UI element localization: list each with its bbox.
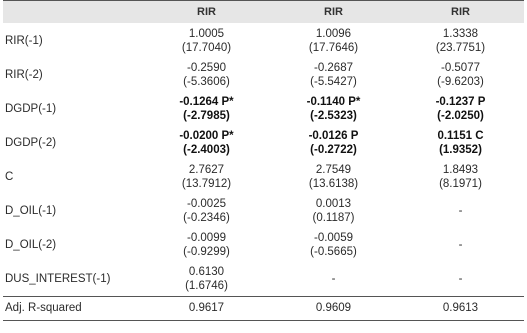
coefficient-value: -0.5077	[440, 62, 480, 74]
coefficient-cell	[143, 126, 270, 160]
coefficient-cell	[397, 126, 524, 160]
t-statistic: (23.7751)	[435, 41, 486, 54]
coefficient-cell	[270, 228, 397, 262]
coefficient-value: -	[331, 272, 336, 285]
coefficient-cell	[397, 194, 524, 228]
t-statistic: (0.1187)	[312, 212, 355, 224]
t-statistic: (-5.3606)	[183, 76, 230, 88]
table-row	[3, 262, 524, 296]
coefficient-value: 1.0005	[188, 27, 225, 40]
t-statistic: (13.6138)	[308, 178, 359, 190]
row-label: RIR(-1)	[5, 34, 43, 47]
t-statistic: (8.1971)	[439, 178, 482, 190]
coefficient-value: -0.0099	[186, 232, 226, 244]
t-statistic: (-0.9299)	[183, 246, 230, 258]
coefficient-value: -0.1140 P*	[306, 96, 361, 108]
coefficient-value: -	[458, 272, 463, 285]
coefficient-cell	[270, 23, 397, 58]
regression-table	[3, 0, 524, 321]
coefficient-value: 1.0096	[315, 27, 352, 40]
coefficient-value: 0.1151 C	[437, 130, 484, 142]
coefficient-cell	[397, 262, 524, 296]
header-rir-3: RIR	[397, 1, 524, 24]
table-row	[3, 92, 524, 126]
coefficient-value: -0.0025	[186, 198, 226, 210]
t-statistic: (-2.0250)	[437, 110, 484, 122]
coefficient-cell	[143, 194, 270, 228]
t-statistic: (-2.7985)	[183, 110, 230, 122]
t-statistic: (17.7646)	[308, 41, 359, 54]
coefficient-value: -	[458, 239, 463, 251]
t-statistic: (13.7912)	[181, 178, 232, 190]
table-row	[3, 194, 524, 228]
table-body	[3, 23, 524, 320]
coefficient-value: 1.8493	[442, 164, 479, 176]
coefficient-value: 2.7627	[188, 164, 225, 176]
adj-r-squared-value: 0.9609	[270, 296, 397, 320]
coefficient-cell	[397, 23, 524, 58]
table-row	[3, 160, 524, 194]
row-label: DGDP(-1)	[5, 103, 57, 115]
row-label: RIR(-2)	[5, 69, 43, 81]
coefficient-cell	[397, 160, 524, 194]
t-statistic: (17.7040)	[181, 41, 232, 54]
row-label: DUS_INTEREST(-1)	[5, 272, 111, 285]
coefficient-value: -	[458, 205, 463, 217]
t-statistic: (-5.5427)	[310, 76, 357, 88]
t-statistic: (1.6746)	[185, 279, 228, 292]
t-statistic: (-9.6203)	[437, 76, 484, 88]
coefficient-cell	[143, 58, 270, 92]
adj-r-squared-value: 0.9617	[143, 296, 270, 320]
table-row	[3, 126, 524, 160]
coefficient-cell	[270, 262, 397, 296]
coefficient-cell	[143, 262, 270, 296]
coefficient-cell	[397, 92, 524, 126]
row-label: DGDP(-2)	[5, 137, 57, 149]
coefficient-value: -0.2687	[313, 62, 353, 74]
coefficient-value: 1.3338	[442, 27, 479, 40]
t-statistic: (-0.5665)	[310, 246, 357, 258]
coefficient-value: -0.1237 P	[435, 96, 486, 108]
coefficient-cell	[270, 58, 397, 92]
coefficient-cell	[270, 92, 397, 126]
coefficient-value: -0.0126 P	[308, 130, 359, 142]
t-statistic: (1.9352)	[439, 144, 482, 156]
coefficient-value: 2.7549	[315, 164, 352, 176]
coefficient-cell	[397, 58, 524, 92]
coefficient-value: 0.6130	[188, 265, 225, 278]
coefficient-cell	[143, 23, 270, 58]
coefficient-value: -0.2590	[186, 62, 226, 74]
coefficient-value: -0.0200 P*	[179, 130, 234, 142]
adj-r-squared-value: 0.9613	[397, 296, 524, 320]
t-statistic: (-2.4003)	[183, 144, 230, 156]
coefficient-value: -0.0059	[313, 232, 353, 244]
table-row	[3, 58, 524, 92]
row-label: D_OIL(-2)	[5, 239, 57, 251]
table-row	[3, 228, 524, 262]
coefficient-cell	[143, 160, 270, 194]
coefficient-cell	[143, 92, 270, 126]
header-rir-1: RIR	[143, 1, 270, 24]
header-row	[3, 1, 524, 24]
coefficient-value: -0.1264 P*	[179, 96, 234, 108]
adj-r-squared-label: Adj. R-squared	[3, 296, 143, 320]
t-statistic: (-0.2722)	[310, 144, 357, 156]
coefficient-value: 0.0013	[315, 198, 352, 210]
adj-r-squared-row	[3, 296, 524, 320]
coefficient-cell	[397, 228, 524, 262]
coefficient-cell	[143, 228, 270, 262]
t-statistic: (-0.2346)	[183, 212, 230, 224]
t-statistic: (-2.5323)	[310, 110, 357, 122]
coefficient-cell	[270, 126, 397, 160]
header-rir-2: RIR	[270, 1, 397, 24]
coefficient-cell	[270, 194, 397, 228]
table-row	[3, 23, 524, 58]
header-blank	[3, 1, 143, 24]
coefficient-cell	[270, 160, 397, 194]
row-label: D_OIL(-1)	[5, 205, 57, 217]
row-label: C	[5, 171, 14, 183]
